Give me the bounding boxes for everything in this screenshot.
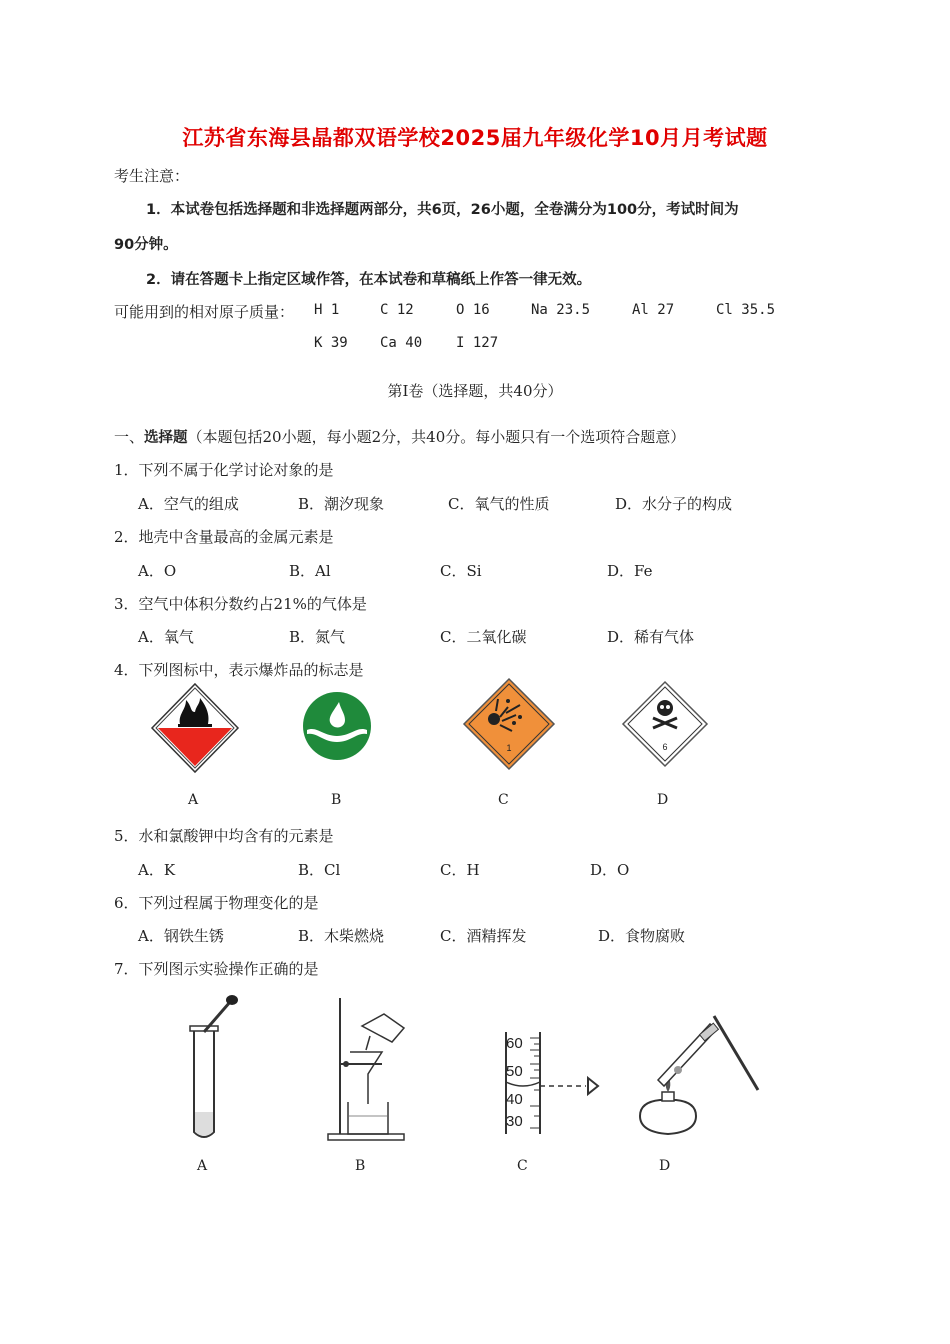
q1-option-b: B．潮汐现象 [298,495,385,513]
question-1-stem: 1．下列不属于化学讨论对象的是 [114,461,334,479]
mass-c: C 12 [380,302,414,318]
q2-option-d: D．Fe [607,562,653,580]
q7-label-b: B [355,1158,366,1174]
notice-2: 2．请在答题卡上指定区域作答，在本试卷和草稿纸上作答一律无效。 [146,272,592,288]
page-title: 江苏省东海县晶都双语学校2025届九年级化学10月月考试题 [182,126,768,150]
part1-heading [114,426,685,447]
mass-k: K 39 [314,335,348,351]
explosive-sign-number: 1 [506,743,512,753]
notice-1-cont: 90分钟。 [114,237,178,253]
q5-option-a: A．K [138,861,176,879]
q6-option-c: C．酒精挥发 [440,927,527,945]
explosive-sign-icon [462,677,556,771]
q4-label-d: D [657,792,669,808]
q1-option-a: A．空气的组成 [138,495,239,513]
mass-al: Al 27 [632,302,675,318]
q5-option-c: C．H [440,861,480,879]
question-3-stem: 3．空气中体积分数约占21%的气体是 [114,595,367,613]
q6-option-d: D．食物腐败 [598,927,686,945]
part1-desc: （本题包括20小题，每小题2分，共40分。每小题只有一个选项符合题意） [187,428,686,446]
q6-option-b: B．木柴燃烧 [298,927,385,945]
part1-bold: 选择题 [144,430,188,446]
filtration-setup-icon [322,992,410,1144]
cylinder-tick-50: 50 [506,1063,523,1080]
q1-option-c: C．氧气的性质 [448,495,550,513]
q5-option-b: B．Cl [298,861,341,879]
q1-option-d: D．水分子的构成 [615,495,733,513]
dropper-tube-icon [180,992,240,1142]
mass-na: Na 23.5 [531,302,591,318]
question-4-stem: 4．下列图标中，表示爆炸品的标志是 [114,661,364,679]
mass-cl: Cl 35.5 [716,302,776,318]
question-5-stem: 5．水和氯酸钾中均含有的元素是 [114,827,334,845]
q7-label-d: D [659,1158,671,1174]
question-7-stem: 7．下列图示实验操作正确的是 [114,960,319,978]
q6-option-a: A．钢铁生锈 [138,927,224,945]
q2-option-c: C．Si [440,562,482,580]
q2-option-a: A．O [138,562,177,580]
mass-i: I 127 [456,335,499,351]
q3-option-a: A．氧气 [138,628,194,646]
toxic-sign-icon [621,680,709,768]
mass-ca: Ca 40 [380,335,423,351]
q7-label-a: A [197,1158,208,1174]
q4-label-a: A [188,792,199,808]
q3-option-c: C．二氧化碳 [440,628,527,646]
cylinder-tick-30: 30 [506,1113,523,1130]
graduated-cylinder-icon [496,1030,604,1138]
q4-label-b: B [331,792,342,808]
notice-label: 考生注意： [114,167,190,185]
question-2-stem: 2．地壳中含量最高的金属元素是 [114,528,334,546]
heating-tube-icon [630,1010,764,1142]
q2-option-b: B．Al [289,562,331,580]
q5-option-d: D．O [590,861,630,879]
q3-option-b: B．氮气 [289,628,346,646]
mass-o: O 16 [456,302,490,318]
cylinder-tick-40: 40 [506,1091,523,1108]
question-6-stem: 6．下列过程属于物理变化的是 [114,894,319,912]
notice-1: 1．本试卷包括选择题和非选择题两部分，共6页，26小题，全卷满分为100分，考试时间为 [146,202,739,218]
q4-label-c: C [498,792,509,808]
part1-prefix: 一、 [114,428,145,446]
cylinder-tick-60: 60 [506,1035,523,1052]
toxic-sign-number: 6 [662,742,668,752]
q7-label-c: C [517,1158,528,1174]
section-title: 第Ⅰ卷（选择题，共40分） [387,382,563,400]
environment-sign-icon [301,690,373,762]
flammable-solid-sign-icon [150,682,240,774]
q3-option-d: D．稀有气体 [607,628,695,646]
masses-label: 可能用到的相对原子质量： [114,303,295,321]
mass-h: H 1 [314,302,340,318]
